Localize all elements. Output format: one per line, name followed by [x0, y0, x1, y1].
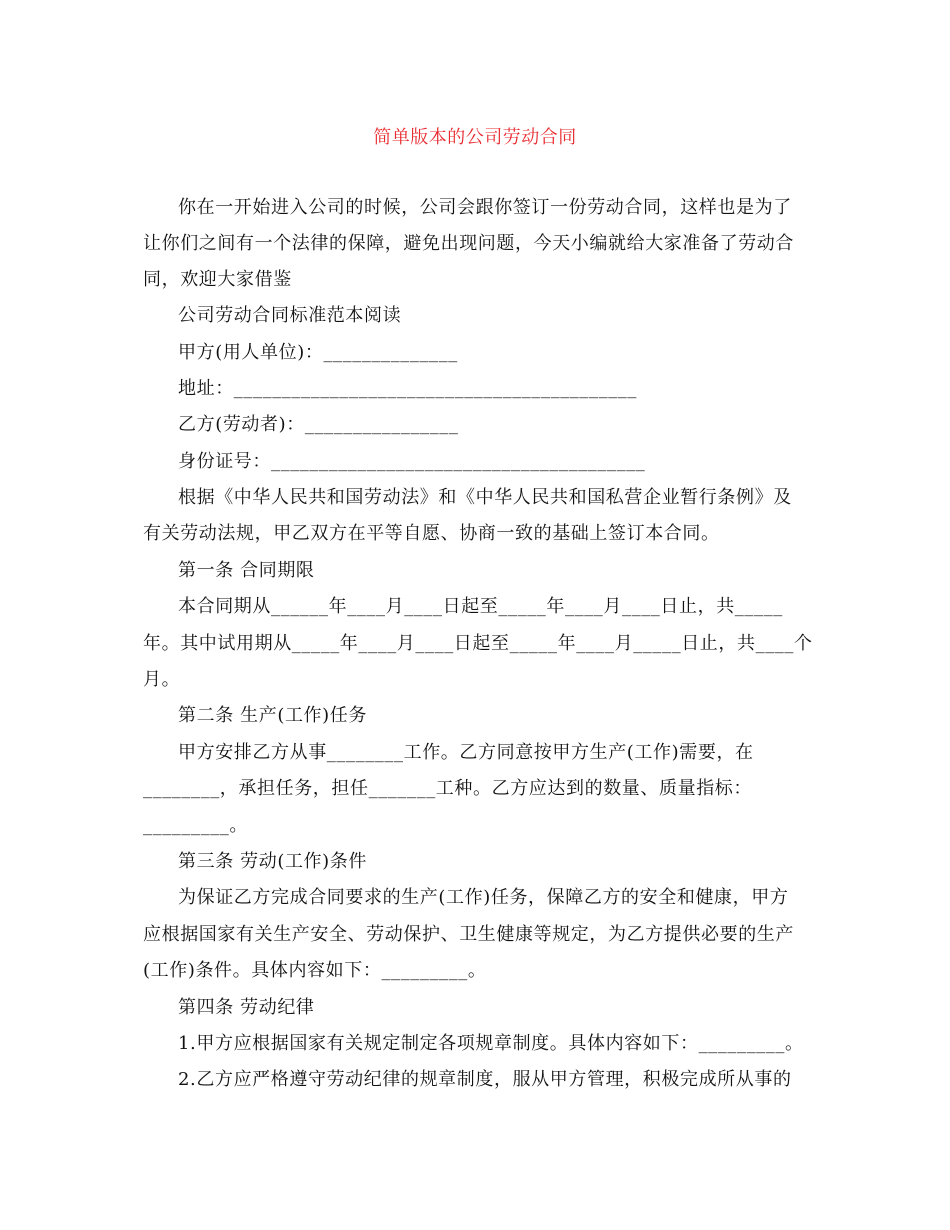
basis-line-2: 有关劳动法规，甲乙双方在平等自愿、协商一致的基础上签订本合同。 [143, 523, 720, 544]
party-a-field: 甲方(用人单位)：______________ [178, 342, 458, 363]
article-4-heading: 第四条 劳动纪律 [178, 997, 315, 1018]
document-title: 简单版本的公司劳动合同 [373, 127, 577, 148]
article-2-line-1: 甲方安排乙方从事________工作。乙方同意按甲方生产(工作)需要，在 [178, 742, 754, 763]
party-b-field: 乙方(劳动者)：________________ [178, 414, 459, 435]
intro-line-2: 让你们之间有一个法律的保障，避免出现问题，今天小编就给大家准备了劳动合 [143, 233, 794, 254]
article-1-heading: 第一条 合同期限 [178, 560, 315, 581]
article-4-item-1: 1.甲方应根据国家有关规定制定各项规章制度。具体内容如下：_________。 [178, 1033, 804, 1054]
article-1-line-3: 月。 [143, 669, 181, 690]
article-1-line-1: 本合同期从______年____月____日起至_____年____月____日止，共_____ [178, 596, 783, 617]
intro-line-3: 同，欢迎大家借鉴 [143, 269, 292, 290]
id-number-field: 身份证号：_______________________________________ [178, 451, 646, 472]
article-3-line-1: 为保证乙方完成合同要求的生产(工作)任务，保障乙方的安全和健康，甲方 [178, 887, 789, 908]
article-2-line-2: ________，承担任务，担任_______工种。乙方应达到的数量、质量指标： [143, 778, 752, 799]
basis-line-1: 根据《中华人民共和国劳动法》和《中华人民共和国私营企业暂行条例》及 [178, 487, 792, 508]
article-3-line-2: 应根据国家有关生产安全、劳动保护、卫生健康等规定，为乙方提供必要的生产 [143, 924, 794, 945]
section-heading: 公司劳动合同标准范本阅读 [178, 305, 402, 326]
article-3-heading: 第三条 劳动(工作)条件 [178, 851, 367, 872]
article-4-item-2: 2.乙方应严格遵守劳动纪律的规章制度，服从甲方管理，积极完成所从事的 [178, 1069, 792, 1090]
address-field: 地址：__________________________________________ [178, 378, 637, 399]
article-2-line-3: _________。 [143, 815, 248, 836]
article-1-line-2: 年。其中试用期从_____年____月____日起至_____年____月_____日止，共____个 [143, 633, 813, 654]
article-3-line-3: (工作)条件。具体内容如下：_________。 [143, 960, 487, 981]
article-2-heading: 第二条 生产(工作)任务 [178, 705, 367, 726]
intro-line-1: 你在一开始进入公司的时候，公司会跟你签订一份劳动合同，这样也是为了 [178, 197, 792, 218]
